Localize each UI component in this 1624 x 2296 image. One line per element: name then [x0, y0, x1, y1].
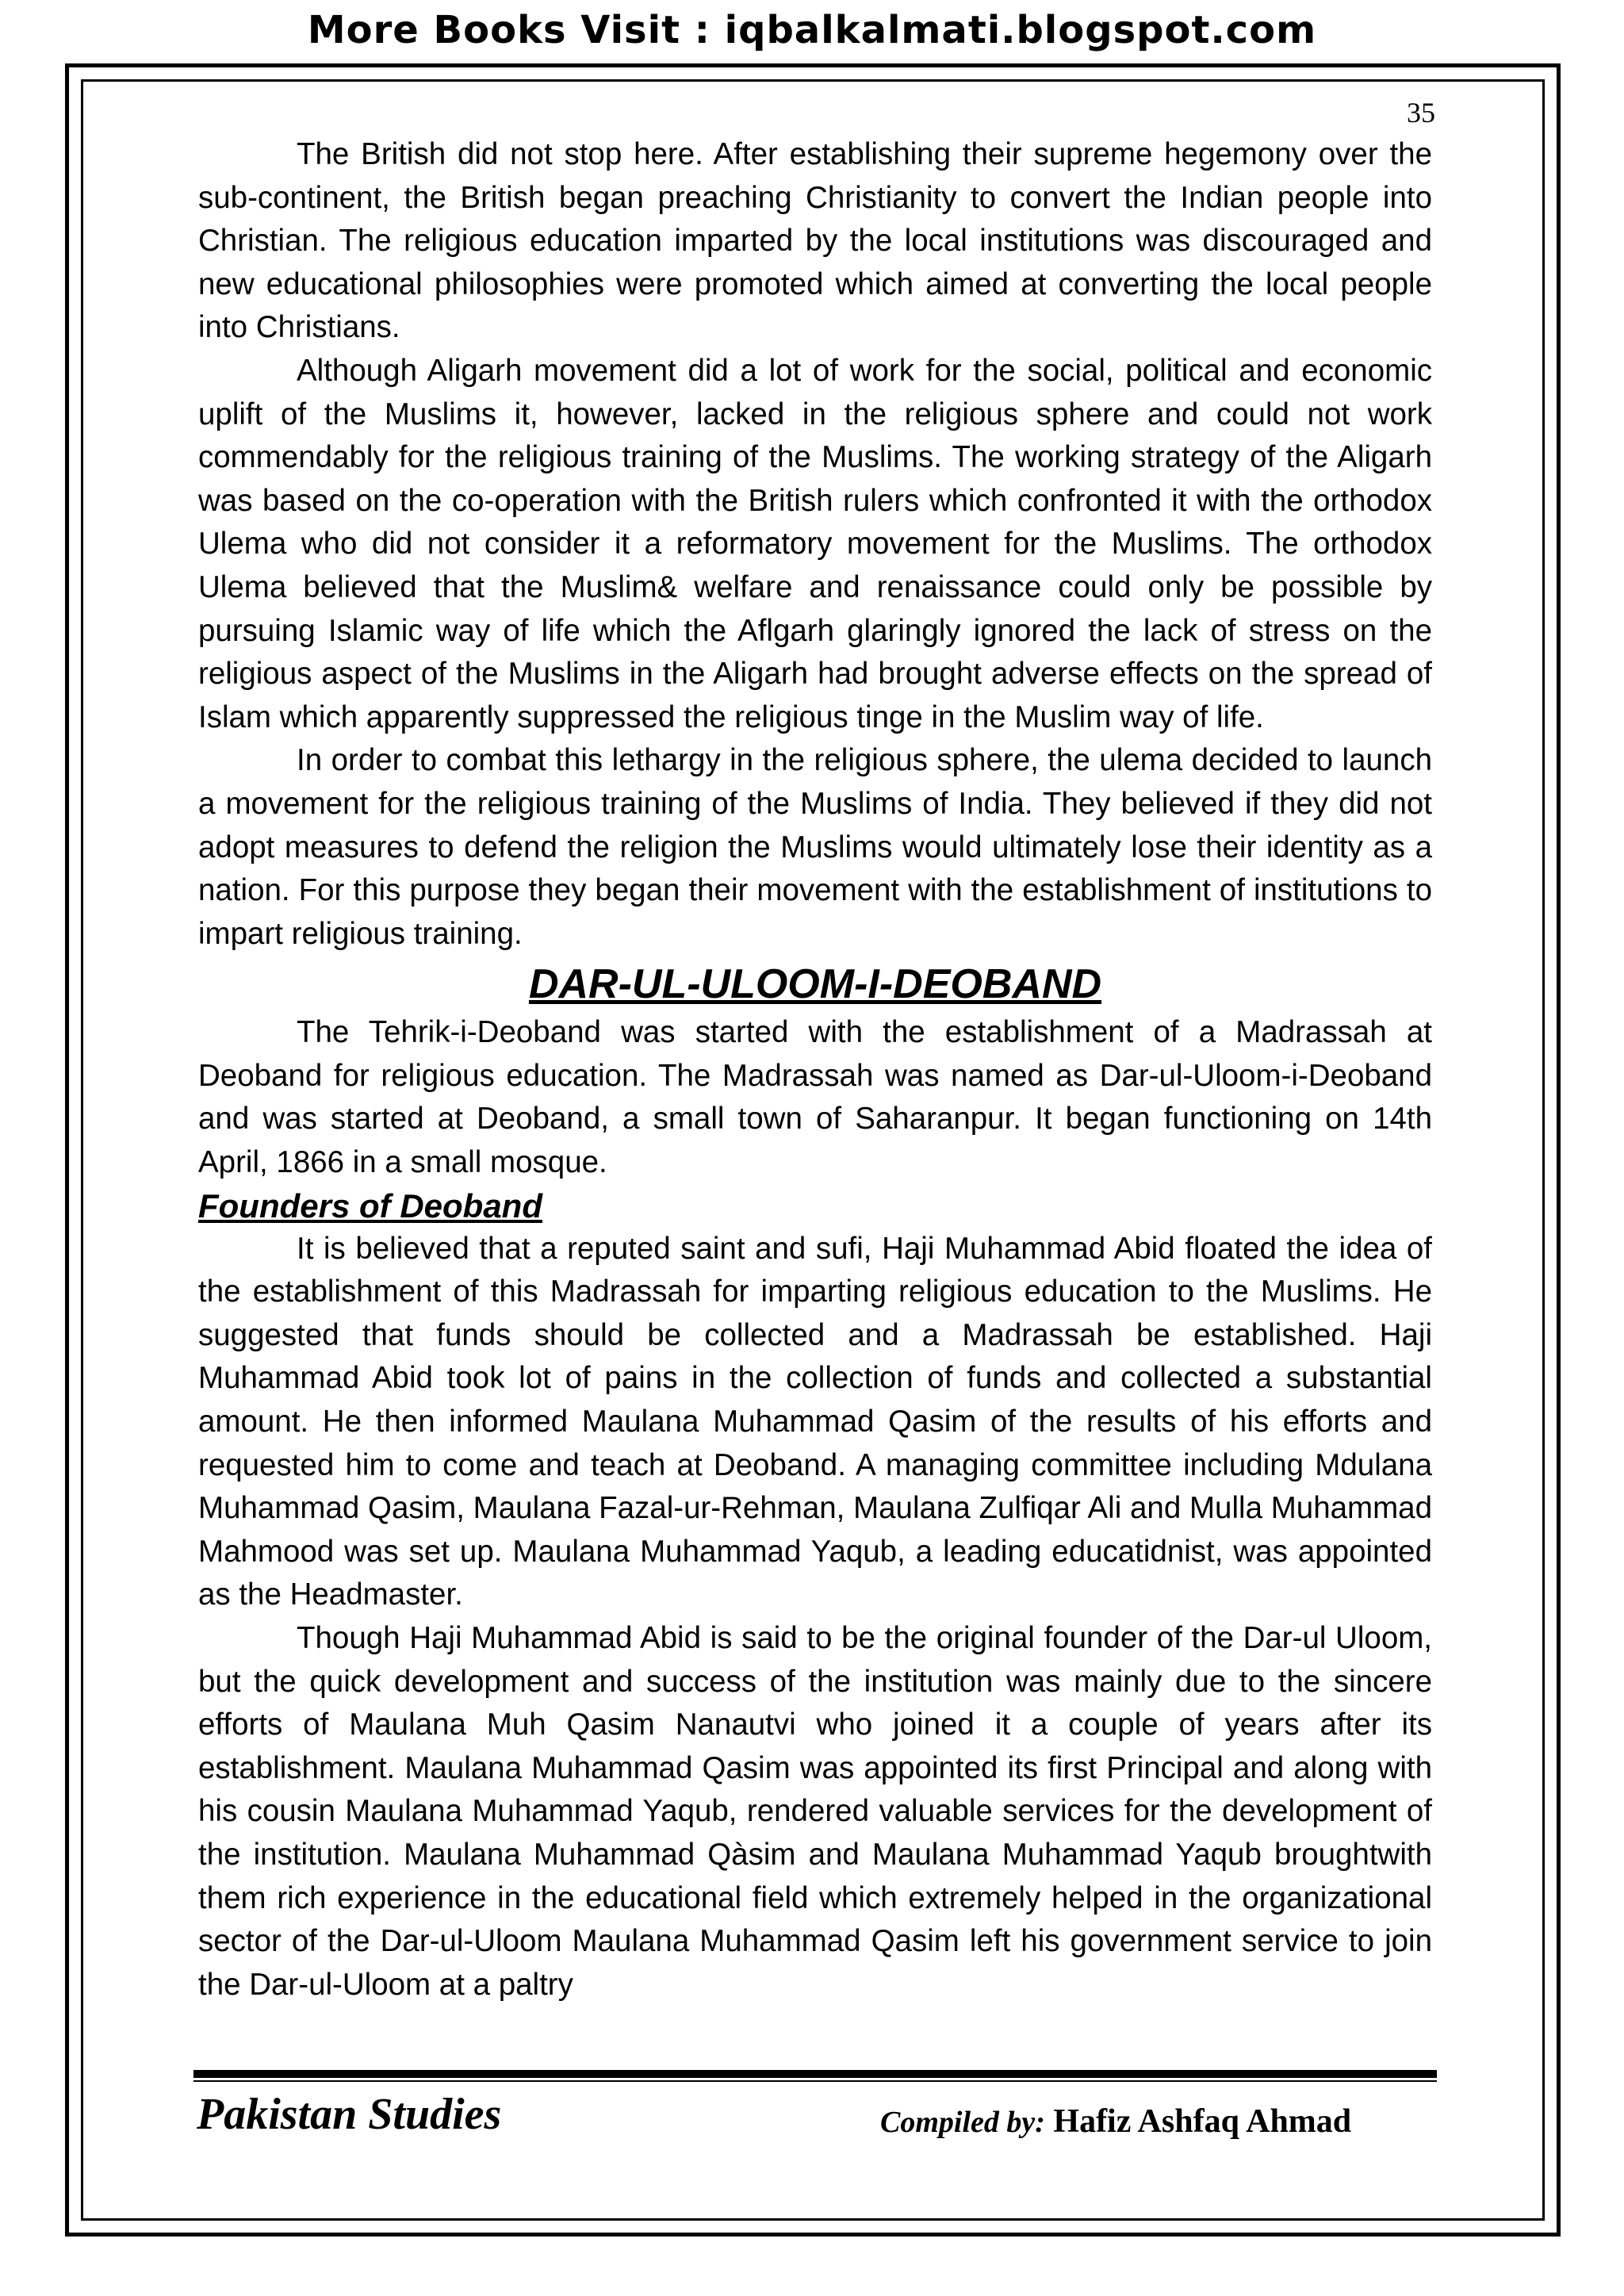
paragraph: The British did not stop here. After establishing their supreme hegemony over the sub-continent, the British began preaching Christianity to convert the Indian people into Christian. The religious education imparted by the local institutions was discouraged and new educational philosophies were promoted which aimed at converting the local people into Christians. — [198, 137, 1432, 345]
page-number: 35 — [1407, 97, 1435, 128]
paragraph: Though Haji Muhammad Abid is said to be the original founder of the Dar-ul Uloom, but the quick development and success of the institution was mainly due to the sincere efforts of Maulana Muh Qasim Nanautvi who joined it a couple of years after its establishment. Maulana Muhammad Qasim was appointed its first Principal and along with his cousin Maulana Muhammad Yaqub, rendered valuable services for the development of the institution. Maulana Muhammad Qàsim and Maulana Muhammad Yaqub broughtwith them rich experience in the educational field which extremely helped in the organizational sector of the Dar-ul-Uloom Maulana Muhammad Qasim left his government service to join the Dar-ul-Uloom at a paltry — [198, 1621, 1432, 2002]
section-heading: DAR-UL-ULOOM-I-DEOBAND — [528, 961, 1102, 1008]
paragraph: It is believed that a reputed saint and sufi, Haji Muhammad Abid floated the idea of the establishment of this Madrassah for imparting religious education to the Muslims. He suggested that funds should be collected and a Madrassah be established. Haji Muhammad Abid took lot of pains in the collection of funds and collected a substantial amount. He then informed Maulana Muhammad Qasim of the results of his efforts and requested him to come and teach at Deoband. A managing committee including Mdulana Muhammad Qasim, Maulana Fazal-ur-Rehman, Maulana Zulfiqar Ali and Mulla Muhammad Mahmood was set up. Maulana Muhammad Yaqub, a leading educatidnist, was appointed as the Headmaster. — [198, 1231, 1432, 1612]
paragraph: The Tehrik-i-Deoband was started with the establishment of a Madrassah at Deoband for religious education. The Madrassah was named as Dar-ul-Uloom-i-Deoband and was started at Deoband, a small town of Saharanpur. It began functioning on 14th April, 1866 in a small mosque. — [198, 1015, 1432, 1180]
footer-credit — [880, 2102, 1351, 2142]
footer-rule — [193, 2070, 1437, 2078]
site-banner: More Books Visit : iqbalkalmati.blogspot.com — [307, 8, 1317, 52]
paragraph: Although Aligarh movement did a lot of work for the social, political and economic uplift of the Muslims it, however, lacked in the religious sphere and could not work commendably for the religious training of the Muslims. The working strategy of the Aligarh was based on the co-operation with the British rulers which confronted it with the orthodox Ulema who did not consider it a reformatory movement for the Muslims. The orthodox Ulema believed that the Muslim& welfare and renaissance could only be possible by pursuing Islamic way of life which the Aflgarh glaringly ignored the lack of stress on the religious aspect of the Muslims in the Aligarh had brought adverse effects on the spread of Islam which apparently suppressed the religious tinge in the Muslim way of life. — [198, 353, 1432, 734]
paragraph: In order to combat this lethargy in the religious sphere, the ulema decided to launch a movement for the religious training of the Muslims of India. They believed if they did not adopt measures to defend the religion the Muslims would ultimately lose their identity as a nation. For this purpose they began their movement with the establishment of institutions to impart religious training. — [198, 743, 1432, 951]
compiler-name: Hafiz Ashfaq Ahmad — [1053, 2103, 1352, 2140]
subsection-heading: Founders of Deoband — [198, 1186, 542, 1225]
compiled-by-label: Compiled by: — [880, 2106, 1045, 2139]
footer-rule-thin — [193, 2080, 1437, 2082]
page-body — [198, 133, 1432, 2007]
footer-book-title: Pakistan Studies — [197, 2090, 502, 2139]
